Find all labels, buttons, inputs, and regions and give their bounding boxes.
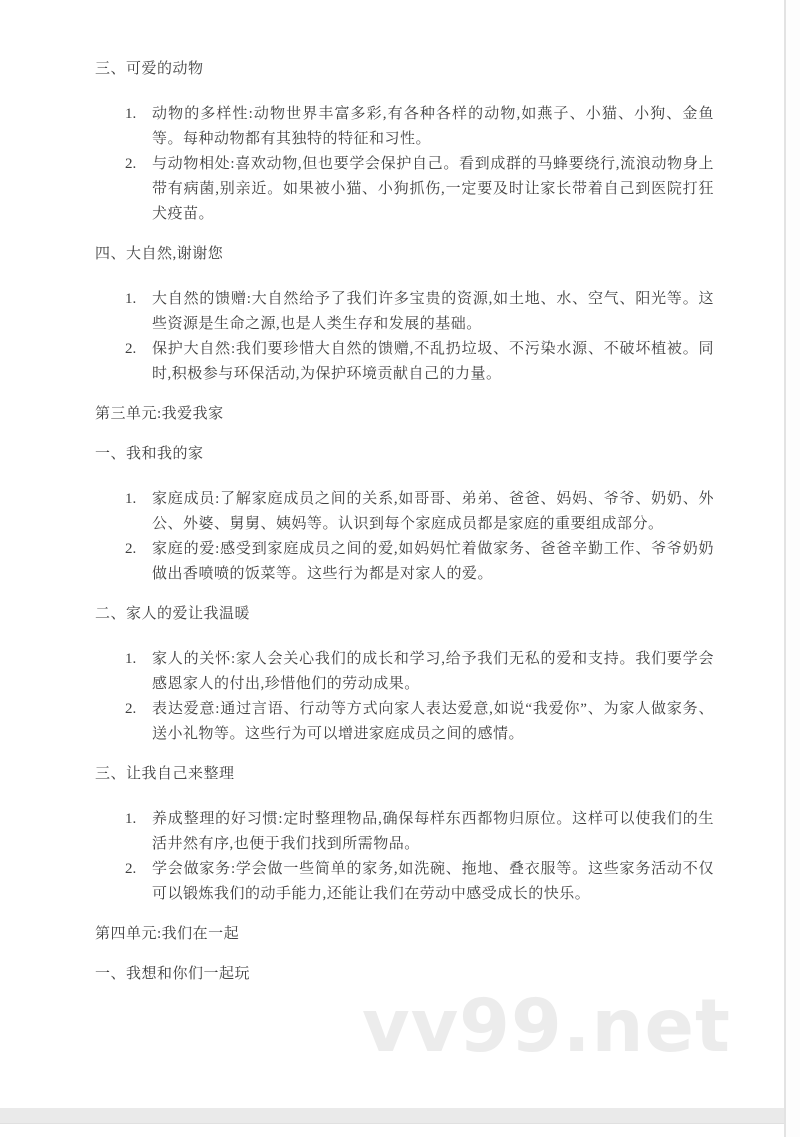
document-content (95, 57, 714, 987)
numbered-list-nature (95, 287, 714, 387)
watermark: vv99.net (362, 984, 731, 1069)
heading-unit4: 第四单元:我们在一起 (95, 926, 240, 942)
list-item-text: 家人的关怀:家人会关心我们的成长和学习,给予我们无私的爱和支持。我们要学会感恩家人的付出,珍惜他们的劳动成果。 (152, 651, 714, 692)
list-item-text: 保护大自然:我们要珍惜大自然的馈赠,不乱扔垃圾、不污染水源、不破坏植被。同时,积极参与环保活动,为保护环境贡献自己的力量。 (152, 341, 714, 382)
list-item-text: 家庭成员:了解家庭成员之间的关系,如哥哥、弟弟、爸爸、妈妈、爷爷、奶奶、外公、外婆、舅舅、姨妈等。认识到每个家庭成员都是家庭的重要组成部分。 (152, 491, 714, 532)
list-item-number: 2. (125, 541, 137, 557)
heading-let-me-tidy: 三、让我自己来整理 (95, 766, 235, 782)
list-item-number: 2. (125, 341, 137, 357)
heading-play-together: 一、我想和你们一起玩 (95, 966, 251, 982)
list-item (95, 647, 714, 697)
list-item (95, 337, 714, 387)
list-item-number: 1. (125, 491, 137, 507)
heading-nature-thanks: 四、大自然,谢谢您 (95, 246, 224, 262)
list-item-text: 大自然的馈赠:大自然给予了我们许多宝贵的资源,如土地、水、空气、阳光等。这些资源是生命之源,也是人类生存和发展的基础。 (152, 291, 714, 332)
list-item (95, 537, 714, 587)
numbered-list-animals (95, 102, 714, 227)
numbered-list-family (95, 487, 714, 587)
list-item (95, 857, 714, 907)
heading-me-and-my-family: 一、我和我的家 (95, 446, 204, 462)
list-item (95, 807, 714, 857)
list-item-text: 表达爱意:通过言语、行动等方式向家人表达爱意,如说“我爱你”、为家人做家务、送小礼物等。这些行为可以增进家庭成员之间的感情。 (152, 701, 714, 742)
list-item-number: 1. (125, 291, 137, 307)
list-item (95, 152, 714, 227)
list-item-text: 与动物相处:喜欢动物,但也要学会保护自己。看到成群的马蜂要绕行,流浪动物身上带有病菌,别亲近。如果被小猫、小狗抓伤,一定要及时让家长带着自己到医院打狂犬疫苗。 (152, 156, 714, 222)
list-item-text: 家庭的爱:感受到家庭成员之间的爱,如妈妈忙着做家务、爸爸辛勤工作、爷爷奶奶做出香喷喷的饭菜等。这些行为都是对家人的爱。 (152, 541, 714, 582)
list-item-text: 动物的多样性:动物世界丰富多彩,有各种各样的动物,如燕子、小猫、小狗、金鱼等。每种动物都有其独特的特征和习性。 (152, 106, 714, 147)
heading-cute-animals: 三、可爱的动物 (95, 61, 204, 77)
list-item (95, 697, 714, 747)
page-gap-band (0, 1108, 785, 1124)
list-item-number: 1. (125, 106, 137, 122)
list-item-number: 2. (125, 861, 137, 877)
heading-family-love-warms-me: 二、家人的爱让我温暖 (95, 606, 251, 622)
list-item (95, 287, 714, 337)
list-item-number: 1. (125, 651, 137, 667)
list-item (95, 102, 714, 152)
numbered-list-tidy (95, 807, 714, 907)
list-item-text: 养成整理的好习惯:定时整理物品,确保每样东西都物归原位。这样可以使我们的生活井然有序,也便于我们找到所需物品。 (152, 811, 714, 852)
numbered-list-family-love (95, 647, 714, 747)
heading-unit3: 第三单元:我爱我家 (95, 406, 224, 422)
list-item-number: 1. (125, 811, 137, 827)
page-right-margin (786, 0, 800, 1137)
list-item (95, 487, 714, 537)
list-item-number: 2. (125, 156, 137, 172)
list-item-number: 2. (125, 701, 137, 717)
list-item-text: 学会做家务:学会做一些简单的家务,如洗碗、拖地、叠衣服等。这些家务活动不仅可以锻炼我们的动手能力,还能让我们在劳动中感受成长的快乐。 (152, 861, 714, 902)
